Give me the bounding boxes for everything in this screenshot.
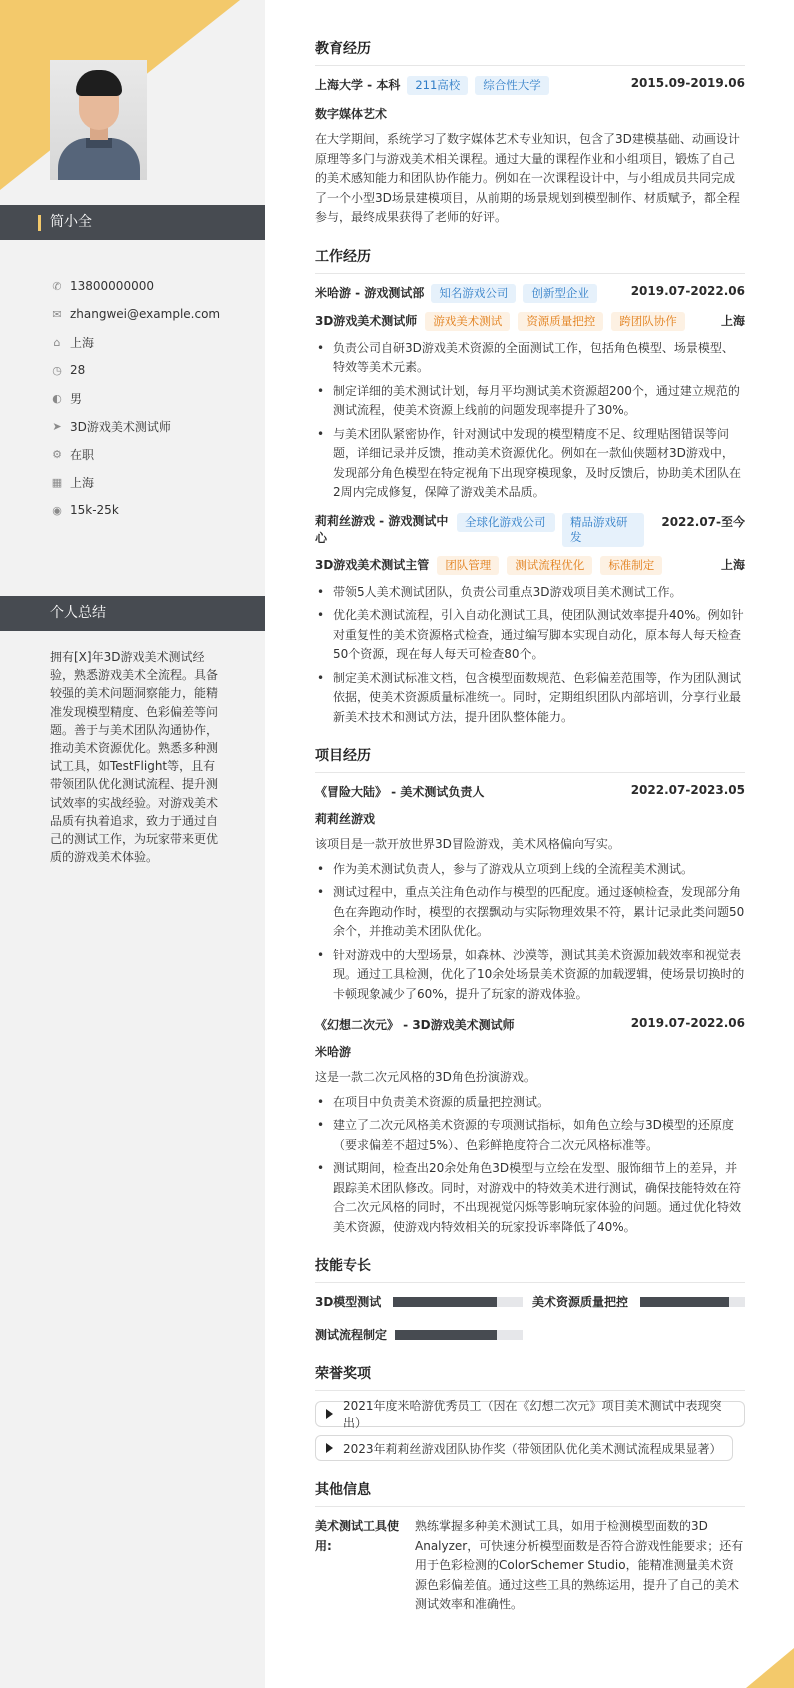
name-banner [0,205,265,240]
skill-name: 测试流程制定 [315,1328,388,1342]
caret-right-icon [326,1443,333,1453]
main-content [315,38,745,1615]
caret-right-icon [326,1409,333,1419]
skill-fill [640,1297,729,1307]
role-tag: 资源质量把控 [518,312,603,331]
role-tag: 标准制定 [600,556,662,575]
section-title: 荣誉奖项 [315,1363,745,1391]
skill-name: 3D模型测试 [315,1295,382,1309]
candidate-name: 简小全 [50,214,92,230]
summary-banner [0,596,265,631]
other-section [315,1479,745,1615]
list-item: • 负责公司自研3D游戏美术资源的全面测试工作，包括角色模型、场景模型、特效等美术元素。 [315,339,745,378]
projects-section [315,745,745,1237]
company-name: 米哈游 - 游戏测试部 [315,285,425,300]
skill-item [315,1326,745,1343]
building-icon: ▦ [51,475,63,489]
avatar [50,60,147,180]
job-city: 上海 [720,557,745,572]
list-item: • 带领5人美术测试团队，负责公司重点3D游戏项目美术测试工作。 [315,583,745,603]
skill-fill [395,1330,497,1340]
project-intro: 这是一款二次元风格的3D角色扮演游戏。 [315,1070,536,1084]
section-title: 项目经历 [315,745,745,773]
project-name: 《幻想二次元》 - 3D游戏美术测试师 [315,1018,515,1032]
project-company: 莉莉丝游戏 [315,812,376,826]
contact-item: ⚙ 在职 [50,440,250,468]
gear-icon: ⚙ [52,447,62,461]
list-item: • 在项目中负责美术资源的质量把控测试。 [315,1093,745,1113]
job-entry [315,513,745,728]
mail-icon: ✉ [52,307,62,321]
sidebar [0,0,265,1688]
honor-item[interactable]: 2021年度米哈游优秀员工（因在《幻想二次元》项目美术测试中表现突出） [315,1401,745,1427]
job-bullets [315,339,745,503]
job-date: 2019.07-2022.06 [630,283,745,298]
age-icon: ◷ [52,363,62,377]
gender-icon: ◐ [52,391,62,405]
job-header [315,284,745,303]
send-icon: ➤ [52,419,62,433]
job-bullets [315,583,745,728]
contact-list [50,272,250,524]
list-item: • 优化美术测试流程，引入自动化测试工具，使团队测试效率提升40%。例如针对重复性的美术资源格式检查，通过编写脚本实现自动化，原本每人每天检查50个资源，现在每人每天可检查80个。 [315,606,745,665]
honor-item[interactable]: 2023年莉莉丝游戏团队协作奖（带领团队优化美术测试流程成果显著） [315,1435,733,1461]
school-tag: 211高校 [407,76,468,95]
summary-title: 个人总结 [50,605,106,621]
list-item: • 测试期间，检查出20余处角色3D模型与立绘在发型、服饰细节上的差异，并跟踪美术团队修改。同时，对游戏中的特效美术进行测试，确保技能特效在符合二次元风格的同时，不出现视觉闪烁等影响玩家体验的问题。通过优化特效美术资源，使游戏内特效相关的玩家投诉率降低了40%。 [315,1159,745,1237]
summary-text: 拥有[X]年3D游戏美术测试经验，熟悉游戏美术全流程。具备较强的美术问题洞察能力，能精准发现模型精度、色彩偏差等问题。善于与美术团队沟通协作，推动美术资源优化。熟悉多种测试工具，如TestFlight等，且有带领团队优化测试流程、提升测试效率的实战经验。对游戏美术品质有执着追求，致力于通过自己的测试工作，为玩家带来更优质的游戏美术体验。 [50,650,219,865]
company-tag: 全球化游戏公司 [457,513,555,532]
company-tag: 知名游戏公司 [431,284,516,303]
corner-decoration-bottom [746,1648,794,1688]
skills-section [315,1255,745,1343]
job-city: 上海 [720,313,745,328]
company-tag: 精品游戏研发 [562,513,644,547]
other-row [315,1517,745,1615]
project-company: 米哈游 [315,1045,352,1059]
contact-item: ✆ 13800000000 [50,272,250,300]
major: 数字媒体艺术 [315,107,388,121]
project-header [315,783,745,800]
contact-item: ◐ 男 [50,384,250,412]
education-date: 2015.09-2019.06 [630,76,745,90]
skill-bar [393,1297,523,1307]
project-bullets [315,1093,745,1238]
contact-item: ✉ zhangwei@example.com [50,300,250,328]
education-header [315,76,745,95]
other-label: 美术测试工具使用: [315,1519,400,1553]
skill-item [315,1293,523,1310]
project-entry [315,1016,745,1237]
phone-icon: ✆ [52,279,62,293]
contact-item: ⌂ 上海 [50,328,250,356]
list-item: • 与美术团队紧密协作，针对测试中发现的模型精度不足、纹理贴图错误等问题，详细记录并反馈，推动美术资源优化。例如在一款仙侠题材3D游戏中，发现部分角色模型在特定视角下出现穿模现象，及时反馈后，协助美术团队在2周内完成修复，保障了游戏美术品质。 [315,425,745,503]
skill-fill [393,1297,497,1307]
salary-icon: ◉ [52,503,62,517]
skill-item [532,1293,745,1310]
list-item: • 针对游戏中的大型场景，如森林、沙漠等，测试其美术资源加载效率和视觉表现。通过工具检测，优化了10余处场景美术资源的加载逻辑，使场景切换时的卡顿现象减少了60%，提升了玩家的游戏体验。 [315,946,745,1005]
list-item: • 建立了二次元风格美术资源的专项测试指标，如角色立绘与3D模型的还原度（要求偏差不超过5%）、色彩鲜艳度符合二次元风格标准等。 [315,1116,745,1155]
company-name: 莉莉丝游戏 - 游戏测试中心 [315,513,449,545]
job-header [315,513,745,547]
list-item: • 制定详细的美术测试计划，每月平均测试美术资源超200个，通过建立规范的测试流程，使美术资源上线前的问题发现率提升了30%。 [315,382,745,421]
role-tag: 测试流程优化 [507,556,592,575]
project-name: 《冒险大陆》 - 美术测试负责人 [315,785,485,799]
work-section [315,246,745,728]
project-entry [315,783,745,1004]
project-bullets [315,860,745,1005]
role-row [315,312,745,331]
job-entry [315,284,745,503]
section-title: 工作经历 [315,246,745,274]
list-item: • 测试过程中，重点关注角色动作与模型的匹配度。通过逐帧检查，发现部分角色在奔跑动作时，模型的衣摆飘动与实际物理效果不符，累计记录此类问题50余个，并推动美术团队优化。 [315,883,745,942]
section-title: 教育经历 [315,38,745,66]
project-intro: 该项目是一款开放世界3D冒险游戏，美术风格偏向写实。 [315,837,620,851]
role-tag: 游戏美术测试 [425,312,510,331]
skill-name: 美术资源质量把控 [531,1295,628,1309]
contact-item: ➤ 3D游戏美术测试师 [50,412,250,440]
role-tag: 团队管理 [437,556,499,575]
contact-item: ◷ 28 [50,356,250,384]
role-tag: 跨团队协作 [611,312,685,331]
other-text: 熟练掌握多种美术测试工具，如用于检测模型面数的3D Analyzer，可快速分析模型面数是否符合游戏性能要求；还有用于色彩检测的ColorSchemer Studio，能精准测量美术资源色彩偏差值。通过这些工具的熟练运用，提升了自己的美术测试效率和准确性。 [415,1519,744,1611]
role-title: 3D游戏美术测试师 [315,313,418,328]
skills-row [315,1293,745,1310]
education-section [315,38,745,228]
project-date: 2022.07-2023.05 [630,783,745,797]
skill-bar [395,1330,523,1340]
home-icon: ⌂ [53,335,61,349]
company-tag: 创新型企业 [523,284,597,303]
skill-bar [640,1297,745,1307]
section-title: 技能专长 [315,1255,745,1283]
school-tag: 综合性大学 [475,76,549,95]
role-title: 3D游戏美术测试主管 [315,557,430,572]
list-item: • 制定美术测试标准文档，包含模型面数规范、色彩偏差范围等，作为团队测试依据，使美术资源质量标准统一。同时，定期组织团队内部培训，分享行业最新美术技术和测试方法，提升团队整体能力。 [315,669,745,728]
contact-item: ▦ 上海 [51,475,95,490]
honors-section [315,1363,745,1461]
role-row [315,556,745,575]
list-item: • 作为美术测试负责人，参与了游戏从立项到上线的全流程美术测试。 [315,860,745,880]
contact-item: ◉ 15k-25k [50,496,250,524]
section-title: 其他信息 [315,1479,745,1507]
project-header [315,1016,745,1033]
school-name: 上海大学 - 本科 [315,78,401,92]
job-date: 2022.07-至今 [661,514,745,529]
education-desc: 在大学期间，系统学习了数字媒体艺术专业知识，包含了3D建模基础、动画设计原理等多门与游戏美术相关课程。通过大量的课程作业和小组项目，锻炼了自己的美术感知能力和团队协作能力。例如在一次课程设计中，与小组成员共同完成了一个小型3D场景建模项目，从前期的场景规划到模型制作、材质赋予，都全程参与，最终成果获得了老师的好评。 [315,132,740,224]
project-date: 2019.07-2022.06 [630,1016,745,1030]
